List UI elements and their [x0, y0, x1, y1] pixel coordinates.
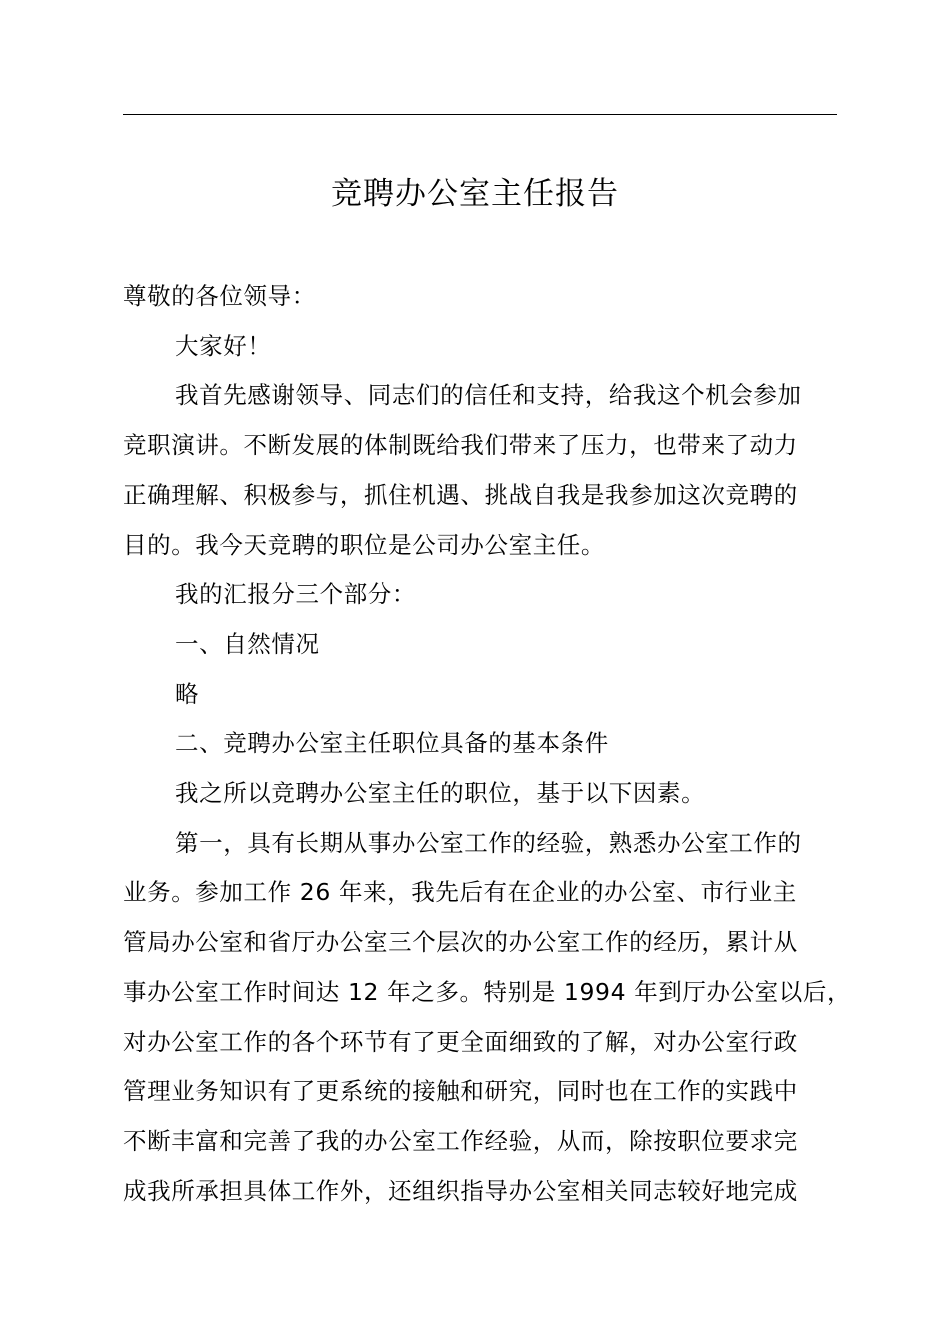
paragraph-line: 对办公室工作的各个环节有了更全面细致的了解，对办公室行政 — [123, 1027, 798, 1056]
paragraph-line: 业务。参加工作 26 年来，我先后有在企业的办公室、市行业主 — [123, 878, 797, 907]
paragraph-line: 我之所以竞聘办公室主任的职位，基于以下因素。 — [175, 779, 706, 808]
section-heading: 一、自然情况 — [175, 629, 320, 658]
greeting: 大家好！ — [175, 331, 272, 360]
paragraph-line: 竞职演讲。不断发展的体制既给我们带来了压力，也带来了动力 — [123, 431, 798, 460]
salutation: 尊敬的各位领导： — [123, 282, 316, 310]
paragraph-line: 略 — [175, 679, 200, 708]
section-heading: 二、竞聘办公室主任职位具备的基本条件 — [175, 729, 609, 758]
paragraph-line: 正确理解、积极参与，抓住机遇、挑战自我是我参加这次竞聘的 — [123, 480, 798, 509]
paragraph-line: 不断丰富和完善了我的办公室工作经验，从而，除按职位要求完 — [123, 1126, 798, 1155]
document-title: 竞聘办公室主任报告 — [331, 176, 619, 212]
paragraph-line: 第一，具有长期从事办公室工作的经验，熟悉办公室工作的 — [175, 828, 802, 857]
header-rule — [123, 114, 837, 115]
paragraph-line: 事办公室工作时间达 12 年之多。特别是 1994 年到厅办公室以后， — [123, 977, 852, 1006]
paragraph-line: 管局办公室和省厅办公室三个层次的办公室工作的经历，累计从 — [123, 928, 798, 957]
paragraph-line: 目的。我今天竞聘的职位是公司办公室主任。 — [123, 530, 605, 559]
paragraph-line: 我首先感谢领导、同志们的信任和支持，给我这个机会参加 — [175, 381, 802, 410]
document-body — [123, 272, 852, 1216]
paragraph-line: 我的汇报分三个部分： — [175, 580, 416, 609]
paragraph-line: 成我所承担具体工作外，还组织指导办公室相关同志较好地完成 — [123, 1176, 798, 1205]
paragraph-line: 管理业务知识有了更系统的接触和研究，同时也在工作的实践中 — [123, 1077, 798, 1106]
